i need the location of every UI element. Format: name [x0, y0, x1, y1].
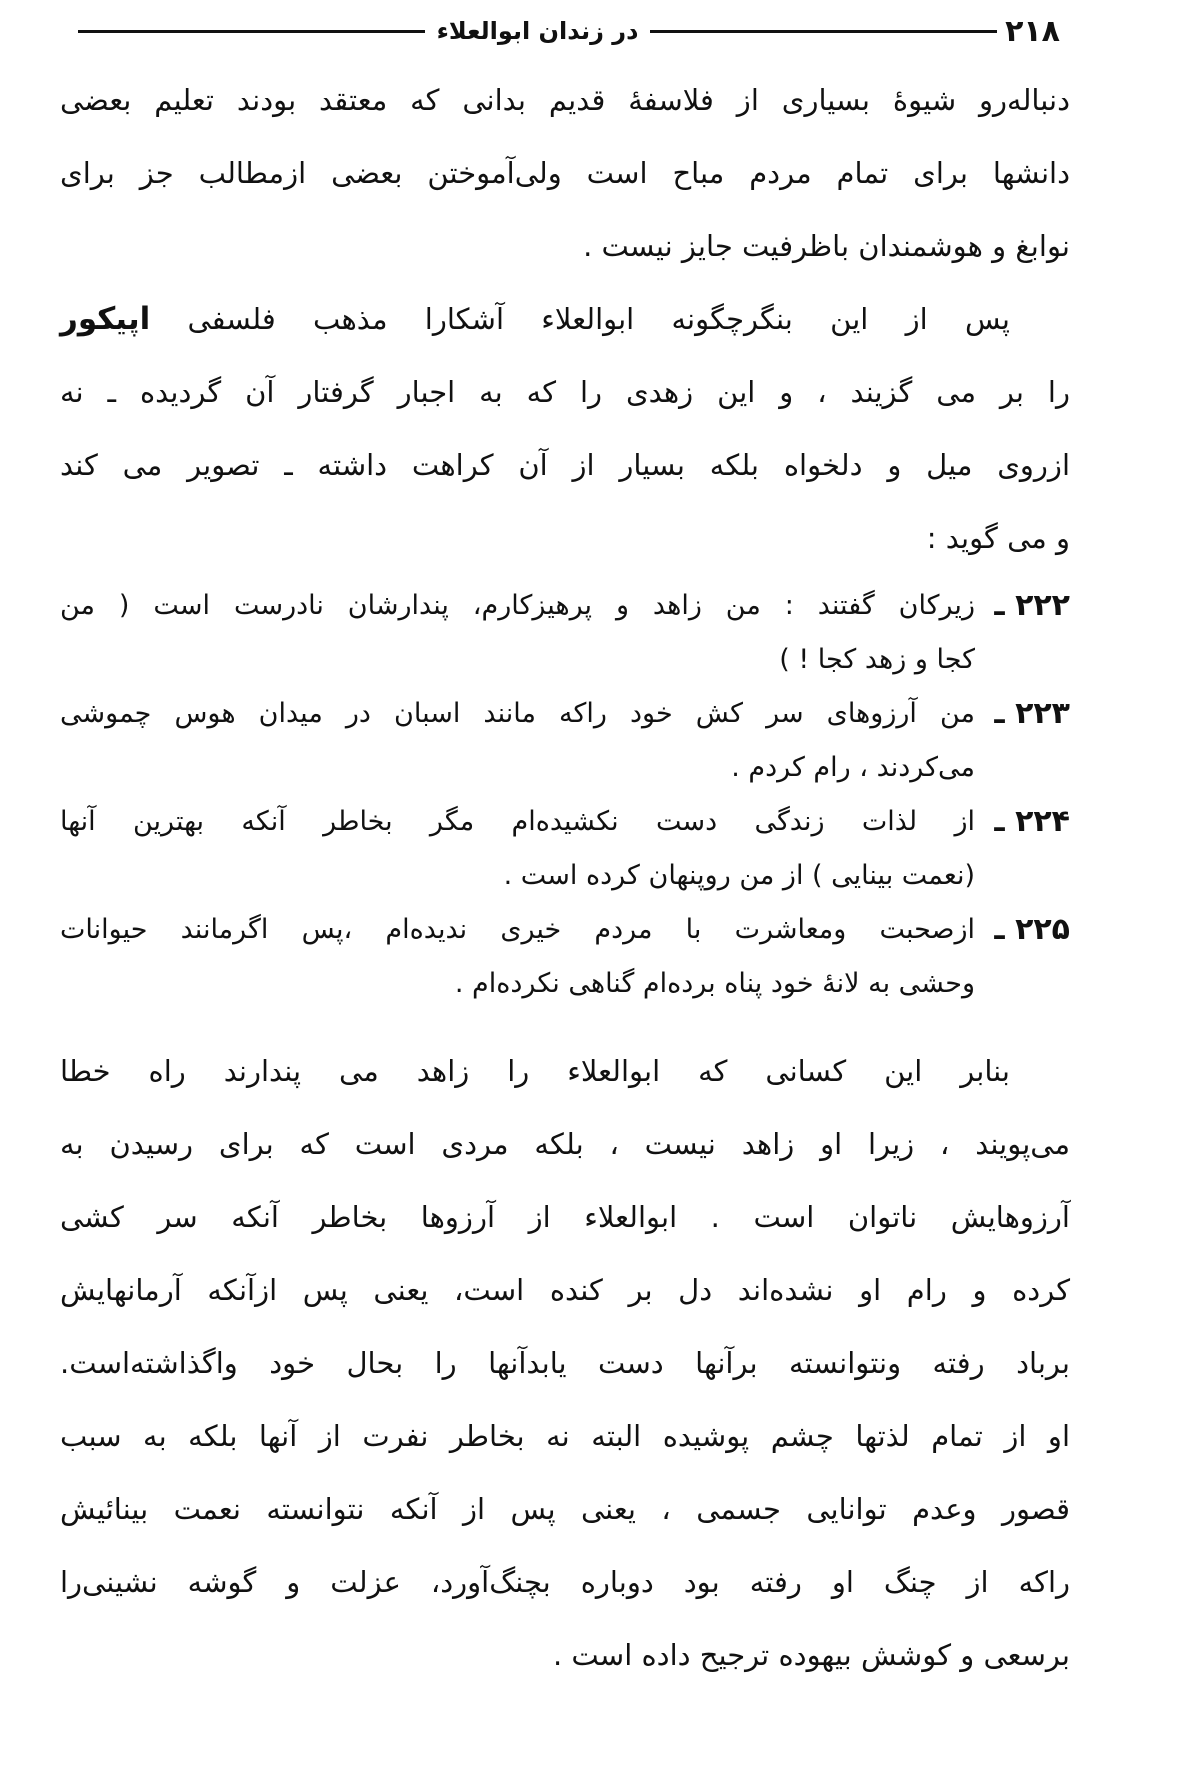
spacer: [60, 1017, 1070, 1035]
verse-body: [60, 579, 975, 687]
text-line: [60, 283, 1070, 356]
text-line: دنباله‌رو شیوهٔ بسیاری از فلاسفهٔ قدیم بدانی که معتقد بودند تعلیم بعضی: [60, 83, 1070, 117]
header-rule-left: [78, 30, 425, 33]
verse-number: ۲۲۲ ـ: [994, 588, 1070, 623]
verse-item: [60, 795, 1070, 903]
paragraph-1: [60, 64, 1070, 283]
page-header: [70, 8, 1060, 54]
text-line: می‌پویند ، زیرا او زاهد نیست ، بلکه مردی است که برای رسیدن به: [60, 1127, 1070, 1161]
text-line: دانشها برای تمام مردم مباح است ولی‌آموختن بعضی ازمطالب جز برای: [60, 156, 1070, 190]
verse-number: ۲۲۳ ـ: [994, 696, 1070, 731]
verse-line: وحشی به لانهٔ خود پناه برده‌ام گناهی نکرده‌ام .: [454, 968, 975, 999]
text-line: او از تمام لذتها چشم پوشیده البته نه بخاطر نفرت از آنها بلکه به سبب: [60, 1419, 1070, 1453]
text-line: و می گوید :: [926, 521, 1070, 555]
numbered-verses: [60, 579, 1070, 1011]
verse-line: من آرزوهای سر کش خود راکه مانند اسبان در میدان هوس چموشی: [60, 698, 975, 729]
verse-number: ۲۲۵ ـ: [994, 912, 1070, 947]
text-line: کرده و رام او نشده‌اند دل بر کنده است، یعنی پس ازآنکه آرمانهایش: [60, 1273, 1070, 1307]
text-line: ازروی میل و دلخواه بلکه بسیار از آن کراهت داشته ـ تصویر می کند: [60, 448, 1070, 482]
text-line: بنابر این کسانی که ابوالعلاء را زاهد می پندارند راه خطا: [60, 1054, 1010, 1088]
text-line: راکه از چنگ او رفته بود دوباره بچنگ‌آورد، عزلت و گوشه نشینی‌را: [60, 1565, 1070, 1599]
verse-line: کجا و زهد کجا ! ): [779, 644, 975, 675]
verse-line: می‌کردند ، رام کردم .: [731, 752, 975, 783]
header-rule-right: [650, 30, 997, 33]
verse-line: زیرکان گفتند : من زاهد و پرهیزکارم، پندارشان نادرست است ( من: [60, 590, 975, 621]
text-line: قصور وعدم توانایی جسمی ، یعنی پس از آنکه نتوانسته نعمت بینائیش: [60, 1492, 1070, 1526]
verse-line: از لذات زندگی دست نکشیده‌ام مگر بخاطر آنکه بهترین آنها: [60, 806, 975, 837]
verse-item: [60, 579, 1070, 687]
verse-line: (نعمت بینایی ) از من روپنهان کرده است .: [503, 860, 975, 891]
paragraph-2: [60, 283, 1070, 575]
verse-body: [60, 903, 975, 1011]
verse-number: ۲۲۴ ـ: [994, 804, 1070, 839]
verse-item: [60, 687, 1070, 795]
running-title: در زندان ابوالعلاء: [436, 17, 639, 45]
text-line: برسعی و کوشش بیهوده ترجیح داده است .: [552, 1638, 1070, 1672]
text-line: برباد رفته ونتوانسته برآنها دست یابدآنها را بحال خود واگذاشته‌است.: [60, 1346, 1070, 1380]
text-line: را بر می گزیند ، و این زهدی را که به اجبار گرفتار آن گردیده ـ نه: [60, 375, 1070, 409]
bold-term: اپیکور: [60, 301, 151, 337]
verse-item: [60, 903, 1070, 1011]
verse-line: ازصحبت ومعاشرت با مردم خیری ندیده‌ام ،پس اگرمانند حیوانات: [60, 914, 975, 945]
paragraph-3: [60, 1035, 1070, 1692]
page-body: [60, 64, 1070, 1764]
page-number: ۲۱۸: [1005, 13, 1060, 49]
text-line: نوابغ و هوشمندان باظرفیت جایز نیست .: [583, 229, 1070, 263]
text-line: آرزوهایش ناتوان است . ابوالعلاء از آرزوها بخاطر آنکه سر کشی: [60, 1200, 1070, 1234]
verse-body: [60, 687, 975, 795]
verse-body: [60, 795, 975, 903]
text-span: پس از این بنگرچگونه ابوالعلاء آشکارا مذهب فلسفی: [187, 302, 1011, 336]
